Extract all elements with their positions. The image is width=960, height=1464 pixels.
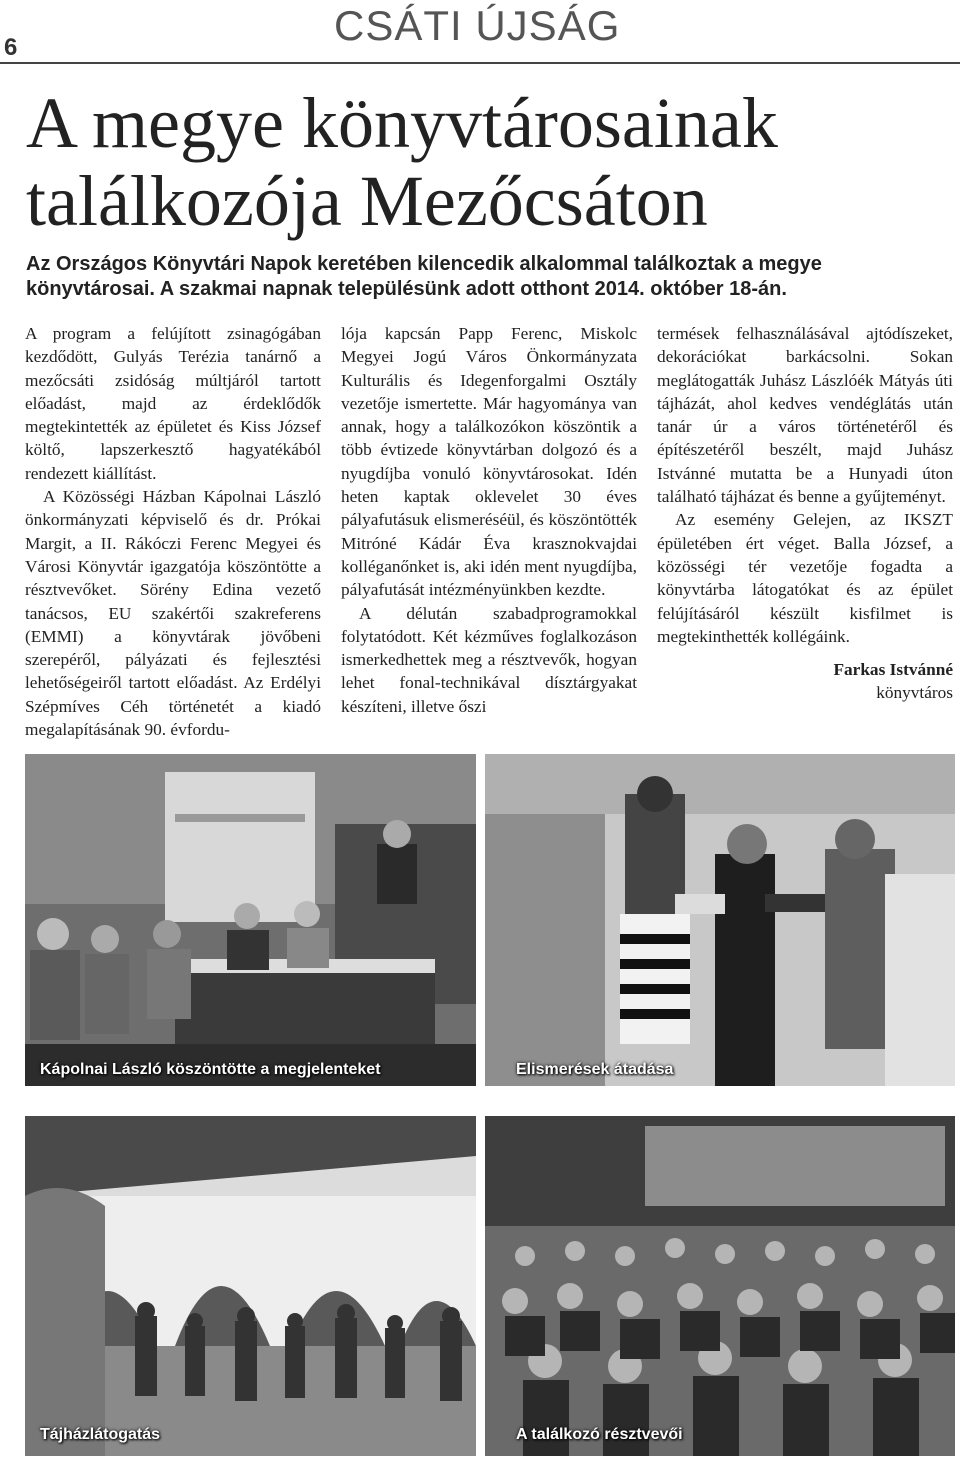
paragraph: A Közösségi Házban Kápolnai László önkormányzati képviselő és dr. Prókai Margit, a II. Rákóczi Ferenc Megyei és Városi Könyvtár igazgatója köszöntötte a résztvevőket. Sörény Edina vezető tanácsos, EU szakértői szakreferens (EMMI) a könyvtárak jövőbeni szerepéről, pályázati és fejlesztési lehetőségeiről tartott előadást. Az Erdélyi Szépmíves Céh történetét a kiadó megalapításának 90. évfordu- xyxy=(25,487,321,740)
paragraph: Az esemény Gelejen, az IKSZT épületében ért véget. Balla József, a közösségi tér vezetője fogadta a könyvtárba látogatókat és az épület felújításáról készült kisfilmet is megtekinthették kollégáink. xyxy=(657,510,953,646)
page-header xyxy=(0,0,960,60)
paragraph: A délután szabadprogramokkal folytatódott. Két kézműves foglalkozáson ismerkedhettek meg a résztvevők, hogyan lehet fonal-technikával dísztárgyakat készíteni, illetve őszi xyxy=(341,603,637,716)
paragraph: lója kapcsán Papp Ferenc, Miskolc Megyei Jogú Város Önkormányzata Kulturális és Idegenforgalmi Osztály vezetője ismertette. Már hagyománya van annak, hogy a találkozókon köszöntik a több évtizede könyvtárban dolgozó és a nyugdíjba vonuló könyvtárosokat. Idén heten kaptak oklevelet 30 éves pályafutásuk elismeréséül, és köszöntötték Mitróné Kádár Éva krasznokvajdai kolléganőnket is, aki idén ment nyugdíjba, pályafutását intézményünkben kezdte. xyxy=(341,324,637,600)
article-lead: Az Országos Könyvtári Napok keretében kilencedik alkalommal találkoztak a megye könyvtárosai. A szakmai napnak településünk adott otthont 2014. október 18-án. xyxy=(26,253,822,300)
title-line-2: találkozója Mezőcsáton xyxy=(26,161,708,241)
page-number: 6 xyxy=(4,34,18,61)
photo-caption: A találkozó résztvevői xyxy=(516,1426,683,1443)
photo-caption: Elismerések átadása xyxy=(516,1061,674,1078)
photo-award xyxy=(485,754,955,1086)
photo-audience xyxy=(485,1116,955,1456)
photo-caption: Kápolnai László köszöntötte a megjelenteket xyxy=(40,1061,381,1078)
masthead: CSÁTI ÚJSÁG xyxy=(334,2,621,49)
photo-caption: Tájházlátogatás xyxy=(40,1426,161,1443)
photo-speech xyxy=(25,754,476,1086)
author-role: könyvtáros xyxy=(876,683,953,703)
title-line-1: A megye könyvtárosainak xyxy=(26,83,778,163)
article-title xyxy=(26,84,778,240)
header-rule xyxy=(0,62,960,64)
photo-house xyxy=(25,1116,476,1456)
paragraph: termések felhasználásával ajtódíszeket, dekorációkat barkácsolni. Sokan meglátogatták Juhász Lászlóék Mátyás úti tájházát, ahol kedves vendéglátás után tanár úr a város történetéről és építészetéről beszélt, majd Juhász Istvánné mutatta be a Hunyadi úton található tájházat és benne a gyűjteményt. xyxy=(657,324,953,507)
paragraph: A program a felújított zsinagógában kezdődött, Gulyás Terézia tanárnő a mezőcsáti zsidóság múltjáról tartott előadást, majd az érdeklődők megtekintették az épületet és Kiss József költő, lapszerkesztő hagyatékából rendezett kiállítást. xyxy=(25,324,321,483)
article-column-2 xyxy=(341,322,637,718)
article-column-3 xyxy=(657,322,953,705)
author-name: Farkas Istvánné xyxy=(833,660,953,680)
article-column-1 xyxy=(25,322,321,741)
